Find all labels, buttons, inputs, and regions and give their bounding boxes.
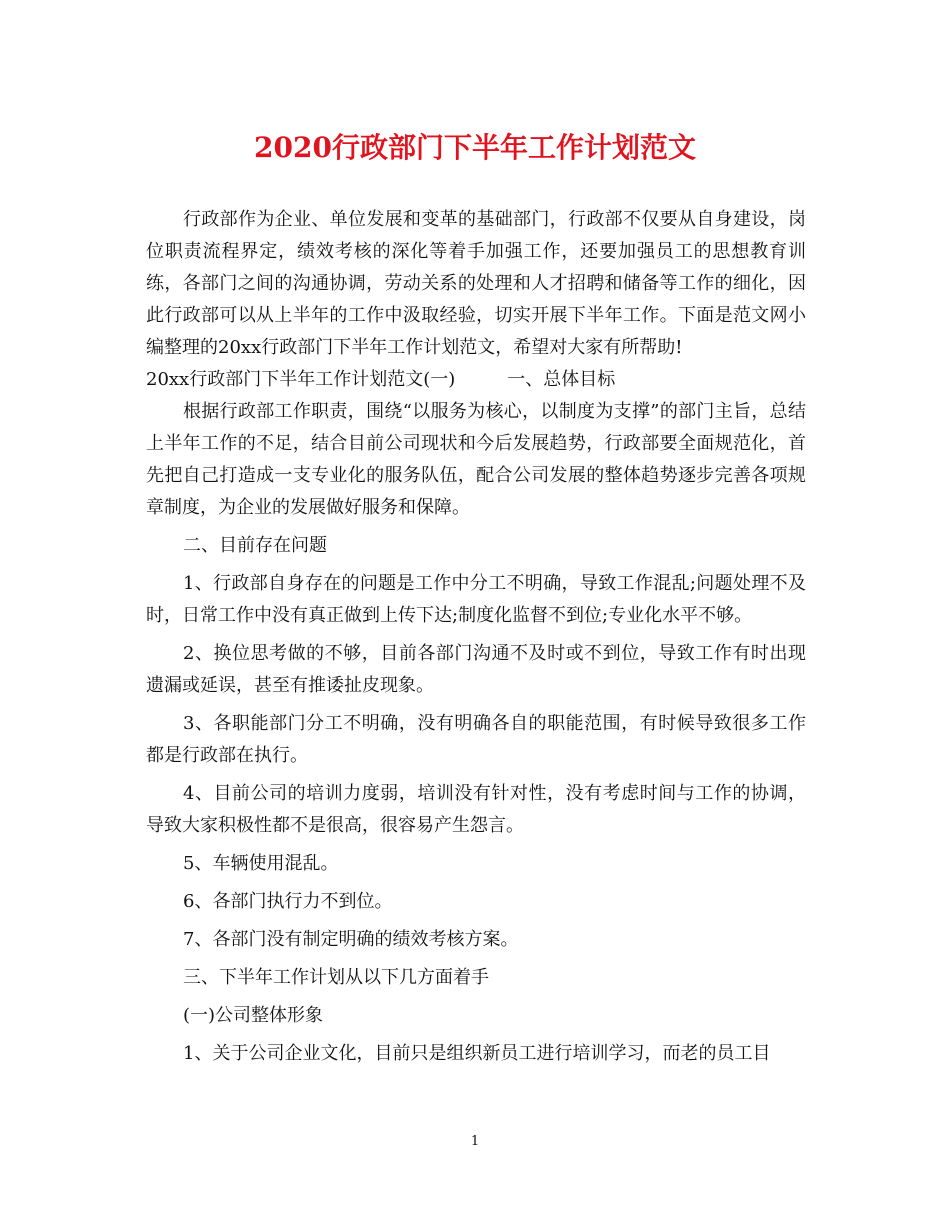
problem-item-2: 2、换位思考做的不够，目前各部门沟通不及时或不到位，导致工作有时出现遗漏或延误，甚至有推诿扯皮现象。 xyxy=(146,643,806,696)
intro-paragraph: 行政部作为企业、单位发展和变革的基础部门，行政部不仅要从自身建设，岗位职责流程界定，绩效考核的深化等着手加强工作，还要加强员工的思想教育训练，各部门之间的沟通协调，劳动关系的处理和人才招聘和储备等工作的细化，因此行政部可以从上半年的工作中汲取经验，切实开展下半年工作。下面是范文网小编整理的20xx行政部门下半年工作计划范文，希望对大家有所帮助! xyxy=(146,209,806,358)
problem-item-7: 7、各部门没有制定明确的绩效考核方案。 xyxy=(183,929,519,950)
plan-heading: 三、下半年工作计划从以下几方面着手 xyxy=(183,967,489,988)
problem-item-1: 1、行政部自身存在的问题是工作中分工不明确，导致工作混乱;问题处理不及时，日常工作中没有真正做到上传下达;制度化监督不到位;专业化水平不够。 xyxy=(146,573,806,626)
plan-item-1: 1、关于公司企业文化，目前只是组织新员工进行培训学习，而老的员工目 xyxy=(183,1043,771,1064)
problem-item-5: 5、车辆使用混乱。 xyxy=(183,853,339,874)
document-body xyxy=(146,204,806,1070)
goal-paragraph: 根据行政部工作职责，围绕“以服务为核心，以制度为支撑”的部门主旨，总结上半年工作的不足，结合目前公司现状和今后发展趋势，行政部要全面规范化，首先把自己打造成一支专业化的服务队伍，配合公司发展的整体趋势逐步完善各项规章制度，为企业的发展做好服务和保障。 xyxy=(146,401,806,518)
goal-heading: 一、总体目标 xyxy=(507,369,616,390)
plan-subheading: (一)公司整体形象 xyxy=(183,1005,324,1026)
problems-heading: 二、目前存在问题 xyxy=(183,535,327,556)
section-heading-line xyxy=(146,364,806,396)
document-title: 2020行政部门下半年工作计划范文 xyxy=(254,131,696,164)
page-number: 1 xyxy=(470,1134,480,1149)
problem-item-3: 3、各职能部门分工不明确，没有明确各自的职能范围，有时候导致很多工作都是行政部在执行。 xyxy=(146,713,806,766)
problem-item-4: 4、目前公司的培训力度弱，培训没有针对性，没有考虑时间与工作的协调，导致大家积极性都不是很高，很容易产生怨言。 xyxy=(146,783,806,836)
subtitle-text: 20xx行政部门下半年工作计划范文(一) xyxy=(146,369,456,390)
problem-item-6: 6、各部门执行力不到位。 xyxy=(183,891,393,912)
